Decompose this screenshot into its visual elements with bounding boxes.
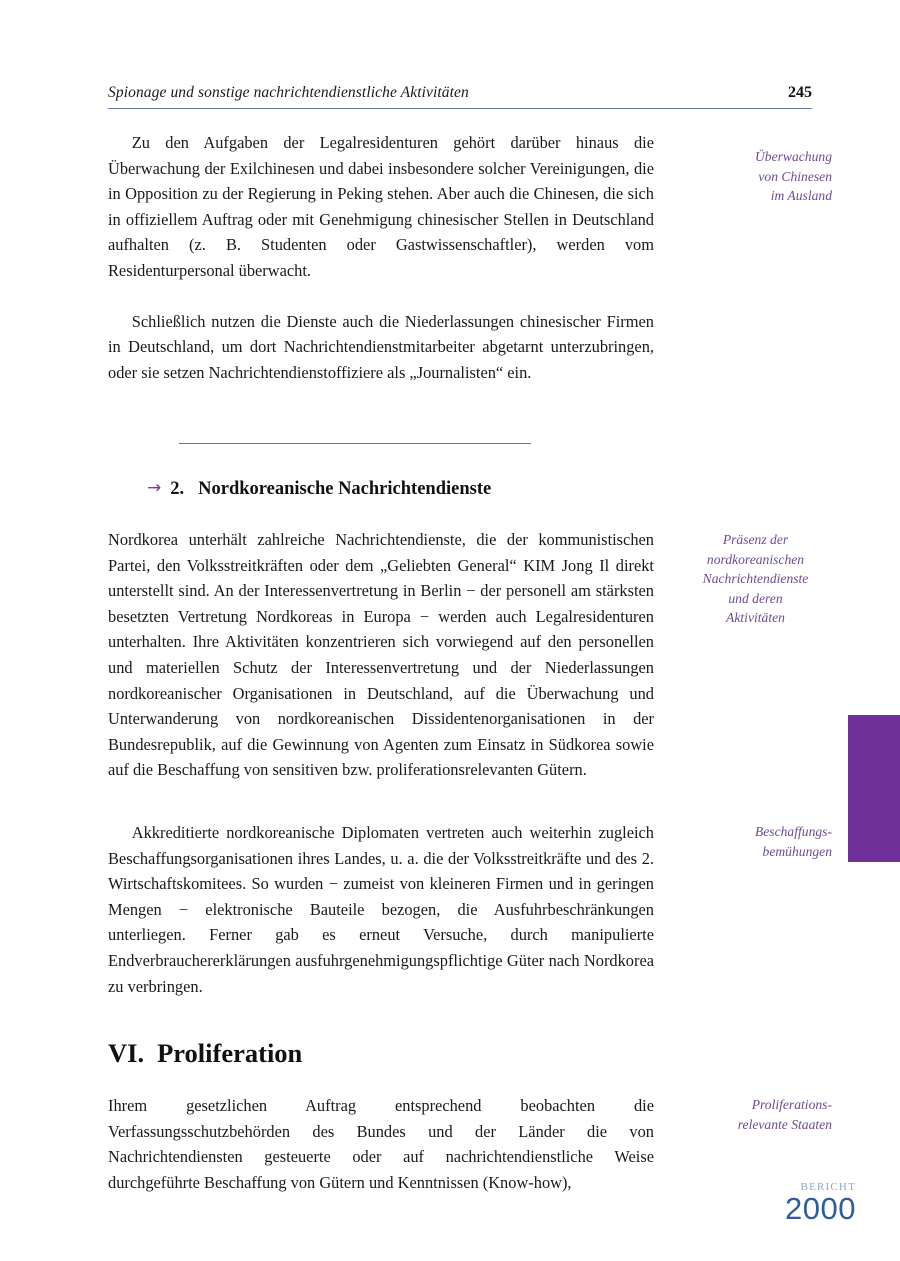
margin-note-line: im Ausland [770, 188, 832, 204]
margin-note-line: nordkoreanischen [706, 551, 805, 567]
margin-note-line: Nachrichtendienste [702, 571, 809, 587]
text-column [108, 130, 654, 385]
text-column-4 [108, 1093, 654, 1195]
running-head [108, 84, 812, 109]
arrow-right-icon: → [147, 478, 162, 498]
section-number: 2. [170, 479, 185, 499]
margin-note-praesenz [688, 530, 823, 628]
paragraph-gap [108, 284, 654, 309]
logo-year: 2000 [785, 1191, 856, 1226]
margin-note-line: und deren [728, 590, 783, 606]
paragraph-2: Schließlich nutzen die Dienste auch die Niederlassungen chinesischer Firmen in Deutschland, um dort Nachrichtendienstmitarbeiter abgetarnt unterzubringen, oder sie setzen Nachrichtendienstoffiziere als „Journalisten“ ein. [108, 311, 654, 382]
margin-note-beschaffung [672, 822, 832, 861]
paragraph-1: Zu den Aufgaben der Legalresidenturen gehört darüber hinaus die Überwachung der Exilchinesen und dabei insbesondere solcher Vereinigungen, die in Opposition zu der Regierung in Peking stehen. Aber auch die Chinesen, die sich in offiziellem Auftrag oder mit Genehmigung chinesischer Stellen in Deutschland aufhalten (z. B. Studenten oder Gastwissenschaftler), werden vom Residenturpersonal überwacht. [108, 133, 654, 280]
margin-note-line: Aktivitäten [726, 610, 785, 626]
margin-note-line: relevante Staaten [737, 1116, 832, 1132]
section-separator-rule [179, 443, 531, 444]
page-number: 245 [788, 84, 812, 101]
margin-note-ueberwachung [672, 147, 832, 206]
running-head-title: Spionage und sonstige nachrichtendienstliche Aktivitäten [108, 84, 469, 101]
paragraph-3: Nordkorea unterhält zahlreiche Nachrichtendienste, die der kommunistischen Partei, den Volksstreitkräften oder dem „Geliebten General“ KIM Jong Il direkt unterstellt sind. An der Interessenvertretung in Berlin − der personell am stärksten besetzten Vertretung Nordkoreas in Europa − werden auch Legalresidenturen unterhalten. Ihre Aktivitäten konzentrieren sich vorwiegend auf den personellen und materiellen Schutz der Interessenvertretung und der Niederlassungen nordkoreanischer Organisationen in Deutschland, auf die Überwachung und Unterwanderung von nordkoreanischen Dissidentenorganisationen in der Bundesrepublik, auf die Gewinnung von Agenten zum Einsatz in Südkorea sowie auf die Beschaffung von sensitiven bzw. proliferationsrelevanten Gütern. [108, 530, 654, 780]
section-title: Nordkoreanische Nachrichtendienste [198, 479, 492, 499]
margin-note-line: von Chinesen [758, 168, 832, 184]
paragraph-5: Ihrem gesetzlichen Auftrag entsprechend beobachten die Verfassungsschutzbehörden des Bundes und der Länder die von Nachrichtendiensten gesteuerte oder auf nachrichtendienstliche Weise durchgeführte Beschaffung von Gütern und Kenntnissen (Know-how), [108, 1096, 654, 1192]
paragraph-4: Akkreditierte nordkoreanische Diplomaten vertreten auch weiterhin zugleich Beschaffungsorganisationen ihres Landes, u. a. die der Volksstreitkräfte und des 2. Wirtschaftskomitees. So wurden − zumeist von kleineren Firmen und in geringen Mengen − elektronische Bauteile bezogen, die Ausfuhrbeschränkungen unterliegen. Ferner gab es erneut Versuche, durch manipulierte Endverbrauchererklärungen ausfuhrgenehmigungspflichtige Güter nach Nordkorea zu verbringen. [108, 823, 654, 996]
section-heading [147, 479, 491, 500]
margin-note-line: Präsenz der [722, 532, 789, 547]
text-column-2 [108, 527, 654, 783]
text-column-3 [108, 820, 654, 999]
margin-note-proliferation [672, 1095, 832, 1134]
chapter-edge-tab [848, 715, 900, 862]
report-logo [716, 1178, 856, 1224]
margin-note-line: Proliferations- [751, 1097, 832, 1112]
margin-note-line: bemühungen [762, 843, 832, 859]
logo-word: bericht [800, 1177, 856, 1194]
margin-note-line: Überwachung [754, 149, 832, 164]
chapter-title: Proliferation [157, 1038, 303, 1068]
chapter-heading [108, 1038, 302, 1069]
chapter-number: VI. [108, 1038, 145, 1068]
margin-note-line: Beschaffungs- [754, 824, 832, 839]
